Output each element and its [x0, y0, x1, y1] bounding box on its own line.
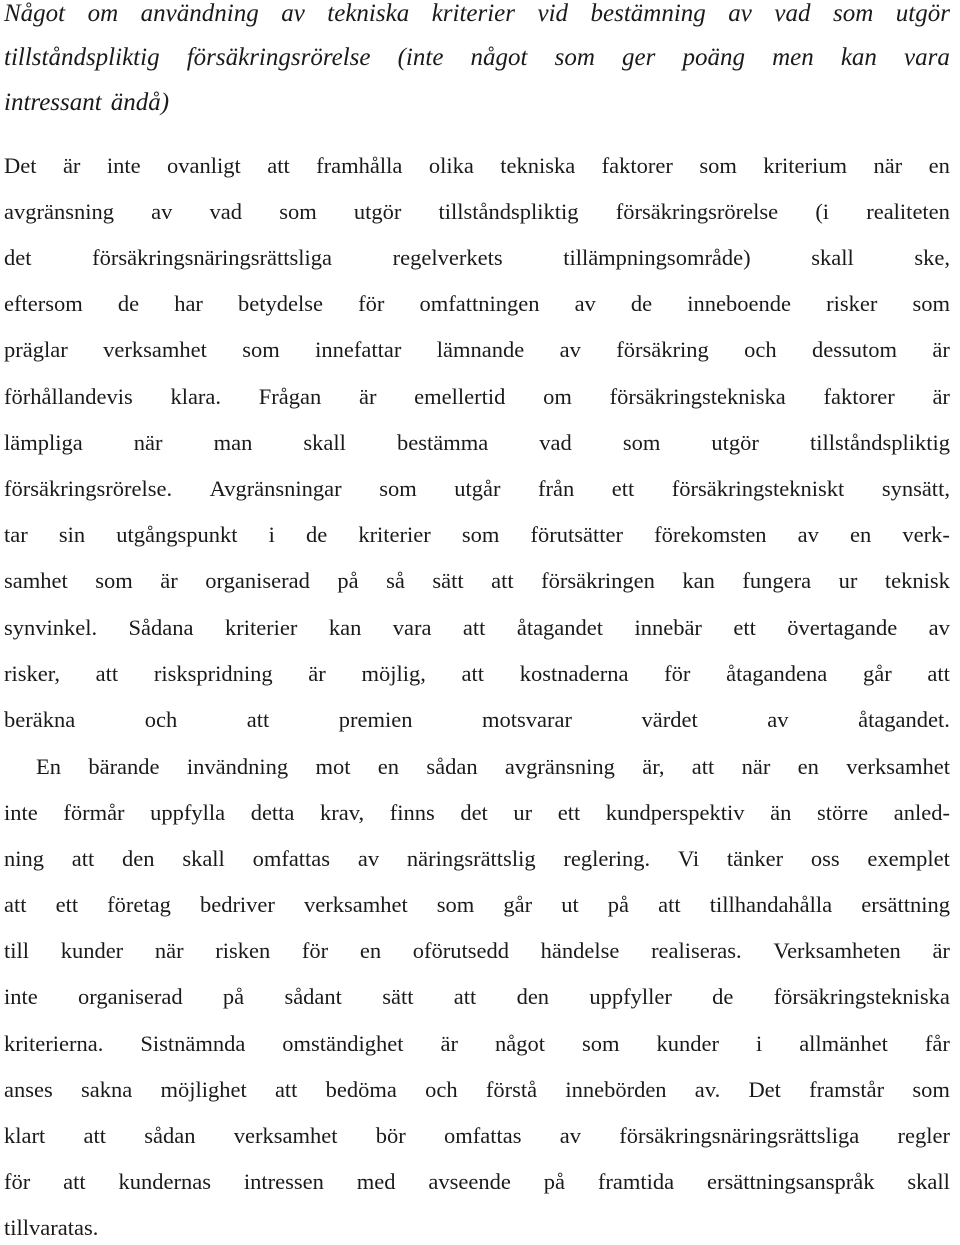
- body-line: risker, att riskspridning är möjlig, att kostnaderna för åtagandena går att: [4, 661, 950, 686]
- body-line: att ett företag bedriver verksamhet som går ut på att tillhandahålla ersättning: [4, 892, 950, 917]
- body-line: lämpliga när man skall bestämma vad som utgör tillståndspliktig: [4, 430, 950, 455]
- heading-line: tillståndspliktig försäkringsrörelse (inte något som ger poäng men kan vara: [4, 44, 950, 71]
- body-line: tar sin utgångspunkt i de kriterier som förutsätter förekomsten av en verk-: [4, 522, 950, 547]
- body-line: anses sakna möjlighet att bedöma och förstå innebörden av. Det framstår som: [4, 1077, 950, 1102]
- body-line: inte organiserad på sådant sätt att den uppfyller de försäkringstekniska: [4, 984, 950, 1009]
- body-line: försäkringsrörelse. Avgränsningar som utgår från ett försäkringstekniskt synsätt,: [4, 476, 950, 501]
- body-line: för att kundernas intressen med avseende på framtida ersättningsanspråk skall: [4, 1169, 950, 1194]
- body-line: till kunder när risken för en oförutsedd händelse realiseras. Verksamheten är: [4, 938, 950, 963]
- body-line: samhet som är organiserad på så sätt att försäkringen kan fungera ur teknisk: [4, 568, 950, 593]
- heading-line: intressant ändå): [4, 89, 170, 116]
- body-line: förhållandevis klara. Frågan är emellertid om försäkringstekniska faktorer är: [4, 384, 950, 409]
- body-line: avgränsning av vad som utgör tillståndspliktig försäkringsrörelse (i realiteten: [4, 199, 950, 224]
- body-line: klart att sådan verksamhet bör omfattas av försäkringsnäringsrättsliga regler: [4, 1123, 950, 1148]
- body-line: det försäkringsnäringsrättsliga regelverkets tillämpningsområde) skall ske,: [4, 245, 950, 270]
- body-line: eftersom de har betydelse för omfattningen av de inneboende risker som: [4, 291, 950, 316]
- body-line: ning att den skall omfattas av näringsrättslig reglering. Vi tänker oss exemplet: [4, 846, 950, 871]
- body-line: präglar verksamhet som innefattar lämnande av försäkring och dessutom är: [4, 337, 950, 362]
- body-line: inte förmår uppfylla detta krav, finns det ur ett kundperspektiv än större anled-: [4, 800, 950, 825]
- body-line: synvinkel. Sådana kriterier kan vara att åtagandet innebär ett övertagande av: [4, 615, 950, 640]
- body-line: beräkna och att premien motsvarar värdet av åtagandet.: [4, 707, 950, 732]
- body-line: kriterierna. Sistnämnda omständighet är något som kunder i allmänhet får: [4, 1031, 950, 1056]
- body-line: tillvaratas.: [4, 1215, 99, 1240]
- body-line: Det är inte ovanligt att framhålla olika tekniska faktorer som kriterium när en: [4, 153, 950, 178]
- body-line: En bärande invändning mot en sådan avgränsning är, att när en verksamhet: [36, 754, 950, 779]
- heading-line: Något om användning av tekniska kriterier vid bestämning av vad som utgör: [4, 0, 950, 27]
